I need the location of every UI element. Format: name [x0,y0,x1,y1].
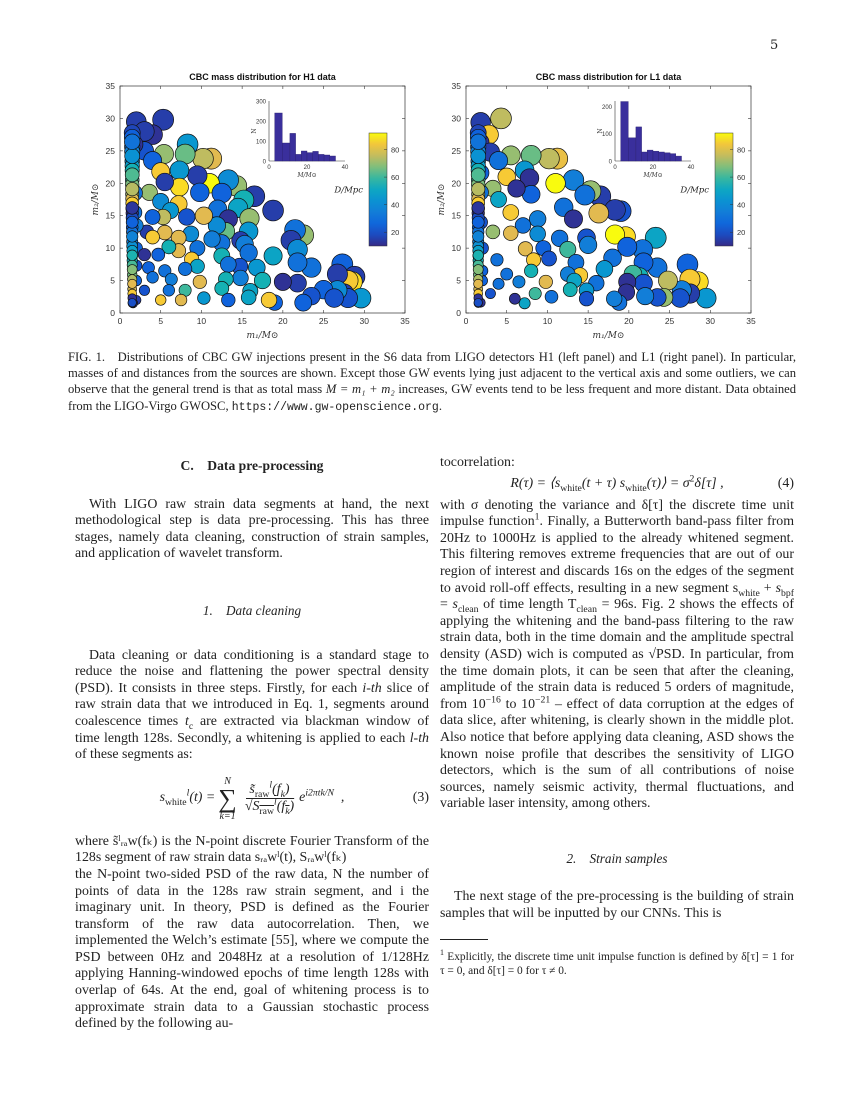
caption-math: M = m₁ + m₂ [325,382,395,397]
caption-label: FIG. 1. [68,350,106,364]
svg-text:0: 0 [262,159,266,166]
data-cleaning-paragraph: Data cleaning or data conditioning is a standard stage to reduce the noise and flattening the power spectral density (PSD). It consists in three steps. Firstly, for each i-th slice of raw strain data that we introduced in Eq. 1, segments around coalescence times $t_c$ are extracted via blackman window of time length 128s. Secondly, a whitening is applied to each l-th of these segments as: [75,647,430,763]
svg-text:15: 15 [105,210,115,221]
svg-text:100: 100 [255,139,266,146]
figure-h1-mass-distribution [82,66,422,351]
svg-text:0: 0 [267,165,271,171]
svg-text:CBC mass distribution for H1 d: CBC mass distribution for H1 data [189,72,336,82]
svg-text:5: 5 [158,316,164,326]
svg-text:m₁/M⊙: m₁/M⊙ [246,331,279,341]
svg-text:5: 5 [456,275,461,286]
autocorrelation-lead: tocorrelation: [440,455,515,470]
svg-text:25: 25 [318,316,329,326]
svg-text:D/Mpc: D/Mpc [680,185,709,196]
svg-text:20: 20 [105,178,115,189]
svg-text:40: 40 [391,200,400,210]
equation-4: $R(\tau) = ⟨s_{white}(t + \tau)$ $s_{white}(\tau)⟩ = \sigma^2\delta[\tau]$ , (4) [510,473,794,495]
svg-text:20: 20 [649,165,657,171]
figure-l1-mass-distribution [428,66,768,351]
svg-text:0: 0 [117,316,123,326]
svg-text:35: 35 [400,316,410,326]
svg-text:m₂/M⊙: m₂/M⊙ [437,183,447,216]
svg-text:10: 10 [451,243,461,254]
equation-3: $s_{white}^l(t)$ = N ∑ k=1 $\frac{s̃_{raw}^l(f_k)}{√S_{raw}^l(f_k)}$ $e^{i2\pi tk/N}$ , (3) [159,775,429,822]
svg-text:20: 20 [391,228,400,238]
caption-text: . [438,398,442,413]
svg-text:30: 30 [705,316,716,326]
svg-text:15: 15 [237,316,247,326]
svg-text:m₂/M⊙: m₂/M⊙ [91,183,101,216]
left-column [75,455,429,1033]
svg-text:m₁/M⊙: m₁/M⊙ [592,331,625,341]
svg-text:20: 20 [737,228,746,238]
svg-text:20: 20 [624,316,634,326]
whitening-paragraph: the N-point two-sided PSD of the raw data, N the number of points of data in the 128s raw strain segment, and i the imaginary unit. In theory, PSD is defined as the Fourier transform of the raw data autocorrelation. Then, we implemented the Welch’s estimate [55], where we compute the PSD between 0Hz and 2048Hz at a resolution of 1/128Hz applying Hanning-windowed epochs of time length 128s with overlap of 64s. At the end, goal of whitening process is to approximate strain data to a Gaussian stochastic process defined by the following au- [75,866,429,1032]
svg-text:25: 25 [664,316,675,326]
svg-text:15: 15 [583,316,593,326]
svg-text:80: 80 [737,145,746,155]
page-number: 5 [770,38,779,53]
svg-text:D/Mpc: D/Mpc [334,185,363,196]
svg-text:15: 15 [451,210,461,221]
svg-text:20: 20 [303,165,311,171]
svg-text:30: 30 [451,113,461,124]
subsection-heading-strain-samples: 2. Strain samples [566,850,668,866]
svg-text:40: 40 [341,165,349,171]
intro-paragraph: With LIGO raw strain data segments at hand, the next methodological step is data pre-processing. This has three stages, namely data cleaning, construction of strain samples, and application of wavelet transform. [75,496,429,562]
section-heading: C. Data pre-processing [180,458,324,473]
equation-number: (3) [412,790,429,806]
svg-text:60: 60 [391,173,400,183]
svg-text:N: N [597,128,604,134]
svg-text:0: 0 [456,308,461,318]
svg-text:0: 0 [613,165,617,171]
svg-text:30: 30 [359,316,370,326]
svg-text:10: 10 [542,316,553,326]
caption-text: Distributions of CBC GW injections present in the S6 data from LIGO detectors H1 (left panel) and L1 (right panel). In particular, masses of and distances from the sources are shown. Except those GW events lying just adjacent to the vertical axis and some outliers, we can observe that the general trend is that as total mass [68,350,796,397]
footnote-divider [440,939,488,940]
svg-text:10: 10 [196,316,207,326]
svg-text:CBC mass distribution for L1 d: CBC mass distribution for L1 data [535,72,682,82]
equation-number: (4) [777,476,794,492]
whitening-paragraph-lead: where s̃ˡᵣₐw(fₖ) is the N-point discrete Fourier Transform of the 128s segment of raw strain data sᵣₐwˡ(t), Sᵣₐwˡ(fₖ) [75,833,429,866]
svg-text:5: 5 [110,275,115,286]
svg-text:M/M⊙: M/M⊙ [297,172,317,179]
svg-text:35: 35 [105,81,115,91]
svg-text:35: 35 [451,81,461,91]
strain-samples-paragraph: The next stage of the pre-processing is the building of strain samples that will be inputted by our CNNs. This is [440,889,794,922]
svg-text:35: 35 [746,316,756,326]
filtering-paragraph: with σ denoting the variance and δ[τ] the discrete time unit impulse function$^1$. Finally, a Butterworth band-pass filter from 20Hz to 1000Hz is applied to the already whitened segment. This filtering removes extreme frequencies that are out of our region of interest and discards 16s on the edges of the segment to avoid roll-off effects, resulting in a new segment $s_{white} + s_{bpf} = s_{clean}$ of time length $T_{clean} = 96s$. Fig. 2 shows the effects of applying the whitening and the band-pass filtering to the raw strain data, both in the time domain and the amplitude spectral density (ASD) wich is computed as √PSD. In particular, from the time domain plots, it can be seen that after the cleaning, amplitude of the strain data is reduced 5 orders of magnitude, from $10^{-16}$ to $10^{-21}$ – effect of data corruption at the edges of data slice, after whitening, is clearly shown in the middle plot. Also notice that before applying data cleaning, ASD shows the known noise profile that describes the sensitivity of LIGO detectors, which is the sum of all contributions of noise sources, namely seismic activity, thermal fluctuations, and variable laser intensity, among others. [440,497,795,812]
svg-text:200: 200 [255,119,266,126]
svg-text:40: 40 [687,165,695,171]
right-column [440,455,794,978]
svg-text:M/M⊙: M/M⊙ [643,172,663,179]
svg-text:200: 200 [601,104,612,111]
footnote: $^1$ Explicitly, the discrete time unit impulse function is defined by δ[τ] = 1 for τ = 0, and δ[τ] = 0 for τ ≠ 0. [440,947,794,977]
svg-text:80: 80 [391,145,400,155]
figure-caption [68,349,796,416]
caption-text: increases, GW events tend to be less frequent and more distant. Data obtained from the LIGO-Virgo GWOSC, [68,382,797,413]
svg-text:60: 60 [737,173,746,183]
caption-url-link[interactable]: https://www.gw-openscience.org [231,400,439,414]
svg-text:100: 100 [601,132,612,139]
svg-text:5: 5 [504,316,510,326]
footnote-ref[interactable]: 1 [534,511,540,523]
svg-text:10: 10 [105,243,115,254]
svg-text:N: N [251,128,258,134]
svg-text:0: 0 [110,308,115,318]
svg-text:20: 20 [278,316,288,326]
subsection-heading-data-cleaning: 1. Data cleaning [202,602,302,618]
svg-text:30: 30 [105,113,115,124]
svg-text:25: 25 [451,145,461,156]
svg-text:0: 0 [463,316,469,326]
svg-text:0: 0 [608,159,612,166]
svg-text:40: 40 [737,200,746,210]
svg-text:20: 20 [451,178,461,189]
svg-text:25: 25 [105,145,115,156]
svg-text:300: 300 [255,99,266,106]
